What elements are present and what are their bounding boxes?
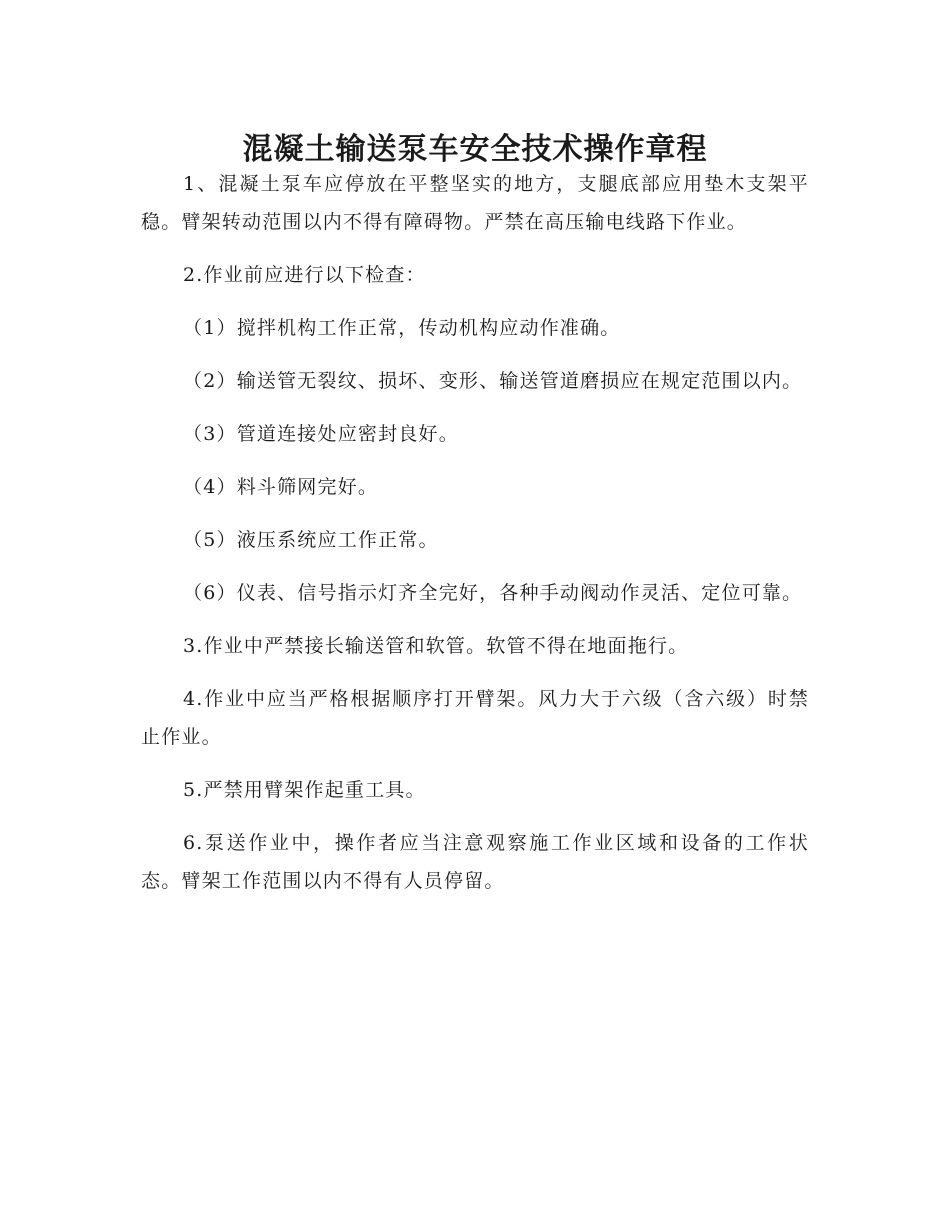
paragraph-subitem-1: （1）搅拌机构工作正常，传动机构应动作准确。 [183,317,621,339]
paragraph-item-5: 5.严禁用臂架作起重工具。 [183,779,426,801]
paragraph-item-3: 3.作业中严禁接长输送管和软管。软管不得在地面拖行。 [183,635,689,657]
paragraph-item-1: 1、混凝土泵车应停放在平整坚实的地方，支腿底部应用垫木支架平稳。臂架转动范围以内不得有障碍物。严禁在高压输电线路下作业。 [141,173,809,233]
paragraph-item-4: 4.作业中应当严格根据顺序打开臂架。风力大于六级（含六级）时禁止作业。 [141,688,809,748]
document-title: 混凝土输送泵车安全技术操作章程 [242,132,708,168]
paragraph-item-2: 2.作业前应进行以下检查： [183,264,426,286]
document-body [141,165,809,915]
paragraph-subitem-5: （5）液压系统应工作正常。 [183,529,439,551]
paragraph-subitem-4: （4）料斗筛网完好。 [183,476,379,498]
paragraph-subitem-3: （3）管道连接处应密封良好。 [183,423,459,445]
paragraph-item-6: 6.泵送作业中，操作者应当注意观察施工作业区域和设备的工作状态。臂架工作范围以内不得有人员停留。 [141,832,809,892]
paragraph-subitem-2: （2）输送管无裂纹、损坏、变形、输送管道磨损应在规定范围以内。 [183,370,803,392]
paragraph-subitem-6: （6）仪表、信号指示灯齐全完好，各种手动阀动作灵活、定位可靠。 [183,582,803,604]
